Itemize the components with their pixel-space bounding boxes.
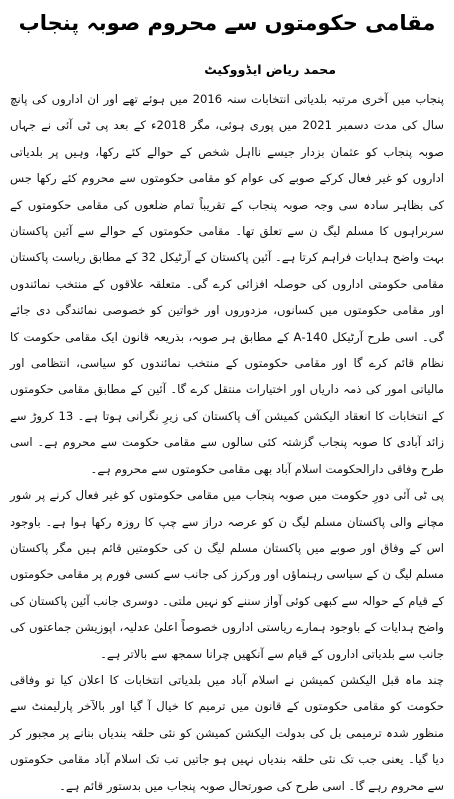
article-body: [10, 86, 444, 799]
article-paragraph-3: چند ماہ قبل الیکشن کمیشن نے اسلام آباد میں بلدیاتی انتخابات کا اعلان کیا تو وفاقی حکومت کو مقامی حکومتوں کے قانون میں ترمیم کا خیال آ گیا اور بالآخر پارلیمنٹ سے منظور شدہ ترمیمی بل کی بدولت الیکشن کمیشن کو نئی حلقہ بندیاں بنانے پر مجبور کر دیا گیا۔ یعنی جب تک نئی حلقہ بندیاں نہیں ہو جاتیں تب تک اسلام آباد مقامی حکومتوں سے محروم رہے گا۔ اسی طرح کی صورتحال صوبہ پنجاب میں بدستور قائم ہے۔: [10, 672, 444, 793]
article-title: مقامی حکومتوں سے محروم صوبہ پنجاب: [18, 11, 436, 35]
article-paragraph-1: پنجاب میں آخری مرتبہ بلدیاتی انتخابات سنہ 2016 میں ہوئے تھے اور ان اداروں کی پانچ سال کی مدت دسمبر 2021 میں پوری ہوئی، مگر 2018ء کے بعد پی ٹی آئی نے جہاں صوبہ پنجاب کو عثمان بزدار جیسے نااہل شخص کے حوالے کئے رکھا، وہیں پر بلدیاتی اداروں کو غیر فعال کرکے صوبے کی عوام کو مقامی حکومتوں سے محروم کئے رکھا جس کی بظاہر سادہ سی وجہ صوبہ پنجاب کے تقریباً تمام ضلعوں کی مقامی حکومتوں کے سربراہوں کا مسلم لیگ ن سے تعلق تھا۔ مقامی حکومتوں کے حوالے سے آئین پاکستان بہت واضح ہدایات فراہم کرتا ہے۔ آئین پاکستان کے آرٹیکل 32 کے مطابق ریاست پاکستان مقامی حکومتی اداروں کی حوصلہ افزائی کرے گی۔ متعلقہ علاقوں کے منتخب نمائندوں اور مقامی حکومتوں میں کسانوں، مزدوروں اور خواتین کو خصوصی نمائندگی دی جائے گی۔ اسی طرح آرٹیکل 140-A کے مطابق ہر صوبہ، بذریعہ قانون ایک مقامی حکومت کا نظام قائم کرے گا اور مقامی حکومتوں کے منتخب نمائندوں کو سیاسی، انتظامی اور مالیاتی امور کی ذمہ داریاں اور اختیارات منتقل کرے گا۔ آئین کے مطابق مقامی حکومتوں کے انتخابات کا انعقاد الیکشن کمیشن آف پاکستان کی زیرِ نگرانی ہوتا ہے۔ 13 کروڑ سے زائد آبادی کا صوبہ پنجاب گزشتہ کئی سالوں سے مقامی حکومت سے محروم ہے۔ اسی طرح وفاقی دارالحکومت اسلام آباد بھی مقامی حکومتوں سے محروم ہے۔: [10, 92, 445, 476]
author-byline: محمد ریاض ایڈووکیٹ: [204, 62, 336, 77]
article-paragraph-2: پی ٹی آئی دورِ حکومت میں صوبہ پنجاب میں مقامی حکومتوں کو غیر فعال کرنے پر شور مچانے والی پاکستان مسلم لیگ ن کو عرصہ دراز سے چپ کا روزہ رکھا ہوا ہے۔ باوجود اس کے وفاق اور صوبے میں پاکستان مسلم لیگ ن کی حکومتیں قائم ہیں مگر پاکستان مسلم لیگ ن کے سیاسی رہنماؤں اور ورکرز کی جانب سے کسی فورم پر مقامی حکومتوں کے قیام کے حوالہ سے کبھی کوئی آواز سننے کو نہیں ملتی۔ دوسری جانب آئین پاکستان کی واضح ہدایات کے باوجود ہمارے ریاستی اداروں خصوصاً اعلیٰ عدلیہ، اپوزیشن جماعتوں کی جانب سے بلدیاتی اداروں کے قیام سے آنکھیں چرانا سمجھ سے بالاتر ہے۔: [10, 488, 444, 661]
